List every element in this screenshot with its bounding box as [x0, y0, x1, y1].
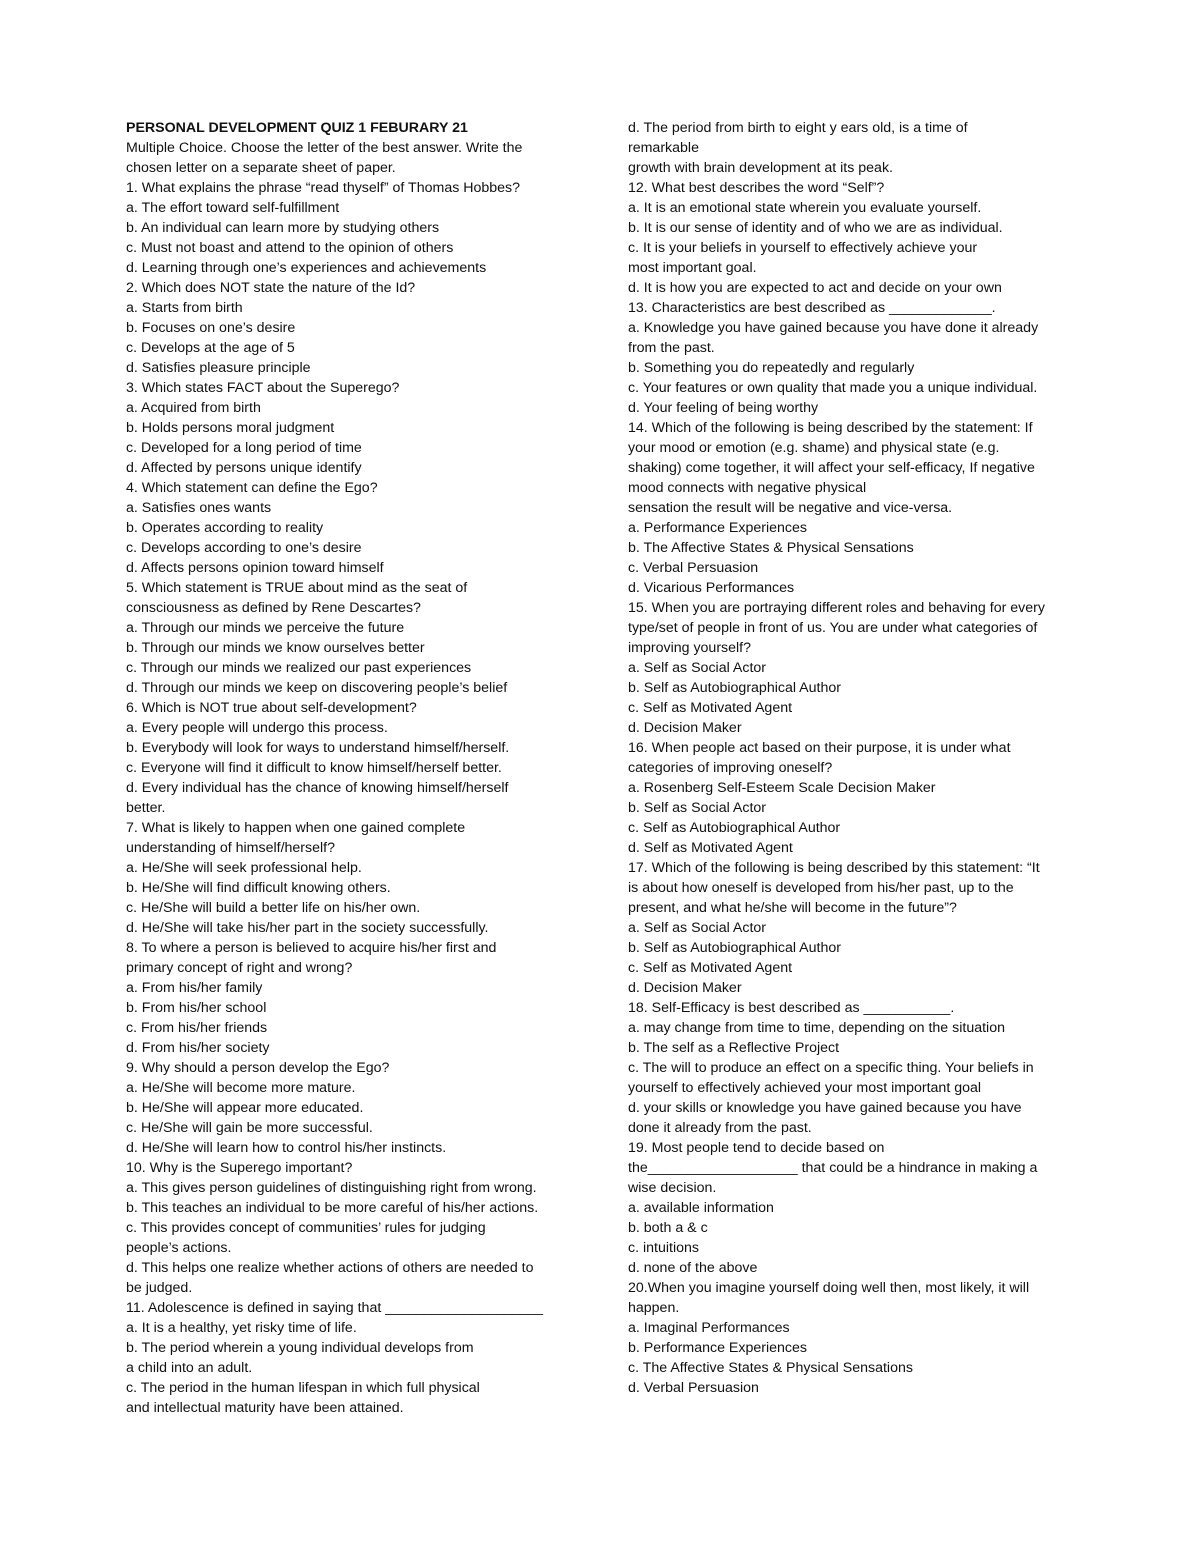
question-6: 6. Which is NOT true about self-development?: [126, 700, 417, 716]
question-20-cont: happen.: [628, 1300, 680, 1316]
option-20a: a. Imaginal Performances: [628, 1320, 790, 1336]
option-7a: a. He/She will seek professional help.: [126, 860, 362, 876]
option-20c: c. The Affective States & Physical Sensations: [628, 1360, 913, 1376]
option-11c: c. The period in the human lifespan in which full physical: [126, 1380, 480, 1396]
option-18d-cont: done it already from the past.: [628, 1120, 812, 1136]
option-15c: c. Self as Motivated Agent: [628, 700, 793, 716]
question-7-cont: understanding of himself/herself?: [126, 840, 335, 856]
option-5b: b. Through our minds we know ourselves better: [126, 640, 425, 656]
option-12c: c. It is your beliefs in yourself to effectively achieve your: [628, 240, 978, 256]
option-18c: c. The will to produce an effect on a specific thing. Your beliefs in: [628, 1060, 1034, 1076]
option-14c: c. Verbal Persuasion: [628, 560, 759, 576]
option-4a: a. Satisfies ones wants: [126, 500, 272, 516]
question-11: 11. Adolescence is defined in saying that ____________________: [126, 1300, 544, 1316]
option-16a: a. Rosenberg Self-Esteem Scale Decision Maker: [628, 780, 936, 796]
option-9c: c. He/She will gain be more successful.: [126, 1120, 373, 1136]
option-1a: a. The effort toward self-fulfillment: [126, 200, 340, 216]
question-19-cont: the___________________ that could be a hindrance in making a: [628, 1160, 1038, 1176]
question-7: 7. What is likely to happen when one gained complete: [126, 820, 466, 836]
option-4b: b. Operates according to reality: [126, 520, 324, 536]
option-10c: c. This provides concept of communities’ rules for judging: [126, 1220, 486, 1236]
option-11c-cont: and intellectual maturity have been attained.: [126, 1400, 404, 1416]
question-2: 2. Which does NOT state the nature of the Id?: [126, 280, 416, 296]
option-19d: d. none of the above: [628, 1260, 758, 1276]
option-3c: c. Developed for a long period of time: [126, 440, 362, 456]
option-20d: d. Verbal Persuasion: [628, 1380, 759, 1396]
question-15: 15. When you are portraying different roles and behaving for every: [628, 600, 1045, 616]
option-15a: a. Self as Social Actor: [628, 660, 767, 676]
option-18d: d. your skills or knowledge you have gained because you have: [628, 1100, 1022, 1116]
option-13a-cont: from the past.: [628, 340, 715, 356]
option-11d-cont: remarkable: [628, 140, 699, 156]
option-14b: b. The Affective States & Physical Sensations: [628, 540, 914, 556]
option-20b: b. Performance Experiences: [628, 1340, 808, 1356]
question-4: 4. Which statement can define the Ego?: [126, 480, 378, 496]
option-9a: a. He/She will become more mature.: [126, 1080, 356, 1096]
option-19b: b. both a & c: [628, 1220, 708, 1236]
question-20: 20.When you imagine yourself doing well then, most likely, it will: [628, 1280, 1030, 1296]
option-11d: d. The period from birth to eight y ears old, is a time of: [628, 120, 968, 136]
option-10b: b. This teaches an individual to be more careful of his/her actions.: [126, 1200, 539, 1216]
question-14-cont: your mood or emotion (e.g. shame) and physical state (e.g.: [628, 440, 1000, 456]
option-6c: c. Everyone will find it difficult to know himself/herself better.: [126, 760, 502, 776]
question-3: 3. Which states FACT about the Superego?: [126, 380, 400, 396]
option-14a: a. Performance Experiences: [628, 520, 808, 536]
option-3d: d. Affected by persons unique identify: [126, 460, 362, 476]
option-4c: c. Develops according to one’s desire: [126, 540, 362, 556]
option-12a: a. It is an emotional state wherein you evaluate yourself.: [628, 200, 982, 216]
question-8-cont: primary concept of right and wrong?: [126, 960, 353, 976]
option-19a: a. available information: [628, 1200, 774, 1216]
option-5c: c. Through our minds we realized our past experiences: [126, 660, 472, 676]
question-9: 9. Why should a person develop the Ego?: [126, 1060, 390, 1076]
option-13d: d. Your feeling of being worthy: [628, 400, 819, 416]
option-2b: b. Focuses on one’s desire: [126, 320, 296, 336]
option-1d: d. Learning through one’s experiences and achievements: [126, 260, 487, 276]
option-6d-cont: better.: [126, 800, 166, 816]
option-16c: c. Self as Autobiographical Author: [628, 820, 841, 836]
option-4d: d. Affects persons opinion toward himself: [126, 560, 384, 576]
question-16: 16. When people act based on their purpose, it is under what: [628, 740, 1011, 756]
option-10d-cont: be judged.: [126, 1280, 193, 1296]
option-10a: a. This gives person guidelines of distinguishing right from wrong.: [126, 1180, 537, 1196]
option-11b-cont: a child into an adult.: [126, 1360, 253, 1376]
option-12b: b. It is our sense of identity and of who we are as individual.: [628, 220, 1003, 236]
question-16-cont: categories of improving oneself?: [628, 760, 833, 776]
option-17d: d. Decision Maker: [628, 980, 742, 996]
option-2c: c. Develops at the age of 5: [126, 340, 295, 356]
question-18: 18. Self-Efficacy is best described as ___________.: [628, 1000, 955, 1016]
question-1: 1. What explains the phrase “read thyself” of Thomas Hobbes?: [126, 180, 521, 196]
option-18b: b. The self as a Reflective Project: [628, 1040, 840, 1056]
question-12: 12. What best describes the word “Self”?: [628, 180, 885, 196]
question-17-cont: present, and what he/she will become in the future”?: [628, 900, 957, 916]
option-7c: c. He/She will build a better life on his/her own.: [126, 900, 421, 916]
option-6d: d. Every individual has the chance of knowing himself/herself: [126, 780, 509, 796]
option-1c: c. Must not boast and attend to the opinion of others: [126, 240, 454, 256]
option-2a: a. Starts from birth: [126, 300, 243, 316]
question-8: 8. To where a person is believed to acquire his/her first and: [126, 940, 497, 956]
option-15b: b. Self as Autobiographical Author: [628, 680, 841, 696]
question-17-cont: is about how oneself is developed from his/her past, up to the: [628, 880, 1014, 896]
option-11a: a. It is a healthy, yet risky time of life.: [126, 1320, 357, 1336]
option-19c: c. intuitions: [628, 1240, 699, 1256]
question-14-cont: mood connects with negative physical: [628, 480, 867, 496]
question-17: 17. Which of the following is being described by this statement: “It: [628, 860, 1040, 876]
option-17a: a. Self as Social Actor: [628, 920, 767, 936]
option-12c-cont: most important goal.: [628, 260, 757, 276]
question-5: 5. Which statement is TRUE about mind as the seat of: [126, 580, 468, 596]
question-14-cont: sensation the result will be negative and vice-versa.: [628, 500, 953, 516]
option-7d: d. He/She will take his/her part in the society successfully.: [126, 920, 489, 936]
option-16d: d. Self as Motivated Agent: [628, 840, 793, 856]
option-15d: d. Decision Maker: [628, 720, 742, 736]
option-18c-cont: yourself to effectively achieved your most important goal: [628, 1080, 982, 1096]
option-6a: a. Every people will undergo this process.: [126, 720, 388, 736]
option-3a: a. Acquired from birth: [126, 400, 261, 416]
option-8b: b. From his/her school: [126, 1000, 267, 1016]
option-2d: d. Satisfies pleasure principle: [126, 360, 311, 376]
option-11b: b. The period wherein a young individual develops from: [126, 1340, 474, 1356]
option-11d-cont: growth with brain development at its peak.: [628, 160, 893, 176]
question-14-cont: shaking) come together, it will affect your self-efficacy, If negative: [628, 460, 1035, 476]
option-10d: d. This helps one realize whether actions of others are needed to: [126, 1260, 534, 1276]
option-9b: b. He/She will appear more educated.: [126, 1100, 364, 1116]
option-9d: d. He/She will learn how to control his/her instincts.: [126, 1140, 447, 1156]
question-19-cont: wise decision.: [628, 1180, 717, 1196]
question-15-cont: improving yourself?: [628, 640, 752, 656]
option-17b: b. Self as Autobiographical Author: [628, 940, 841, 956]
left-column: [126, 118, 588, 1418]
option-18a: a. may change from time to time, depending on the situation: [628, 1020, 1005, 1036]
option-6b: b. Everybody will look for ways to understand himself/herself.: [126, 740, 510, 756]
option-12d: d. It is how you are expected to act and decide on your own: [628, 280, 1002, 296]
question-10: 10. Why is the Superego important?: [126, 1160, 353, 1176]
question-14: 14. Which of the following is being described by the statement: If: [628, 420, 1033, 436]
option-7b: b. He/She will find difficult knowing others.: [126, 880, 391, 896]
option-8d: d. From his/her society: [126, 1040, 270, 1056]
option-5a: a. Through our minds we perceive the future: [126, 620, 405, 636]
option-10c-cont: people’s actions.: [126, 1240, 232, 1256]
option-3b: b. Holds persons moral judgment: [126, 420, 335, 436]
option-13c: c. Your features or own quality that made you a unique individual.: [628, 380, 1038, 396]
option-8a: a. From his/her family: [126, 980, 263, 996]
option-1b: b. An individual can learn more by studying others: [126, 220, 440, 236]
right-column: [628, 118, 1090, 1398]
question-19: 19. Most people tend to decide based on: [628, 1140, 885, 1156]
option-13b: b. Something you do repeatedly and regularly: [628, 360, 915, 376]
option-17c: c. Self as Motivated Agent: [628, 960, 793, 976]
option-8c: c. From his/her friends: [126, 1020, 268, 1036]
option-5d: d. Through our minds we keep on discovering people’s belief: [126, 680, 508, 696]
question-5-cont: consciousness as defined by Rene Descartes?: [126, 600, 421, 616]
instructions-line: chosen letter on a separate sheet of paper.: [126, 160, 396, 176]
question-13: 13. Characteristics are best described as _____________.: [628, 300, 996, 316]
option-14d: d. Vicarious Performances: [628, 580, 795, 596]
option-16b: b. Self as Social Actor: [628, 800, 767, 816]
option-13a: a. Knowledge you have gained because you have done it already: [628, 320, 1039, 336]
instructions-line: Multiple Choice. Choose the letter of the best answer. Write the: [126, 140, 523, 156]
quiz-title: PERSONAL DEVELOPMENT QUIZ 1 FEBURARY 21: [126, 120, 468, 136]
question-15-cont: type/set of people in front of us. You are under what categories of: [628, 620, 1038, 636]
